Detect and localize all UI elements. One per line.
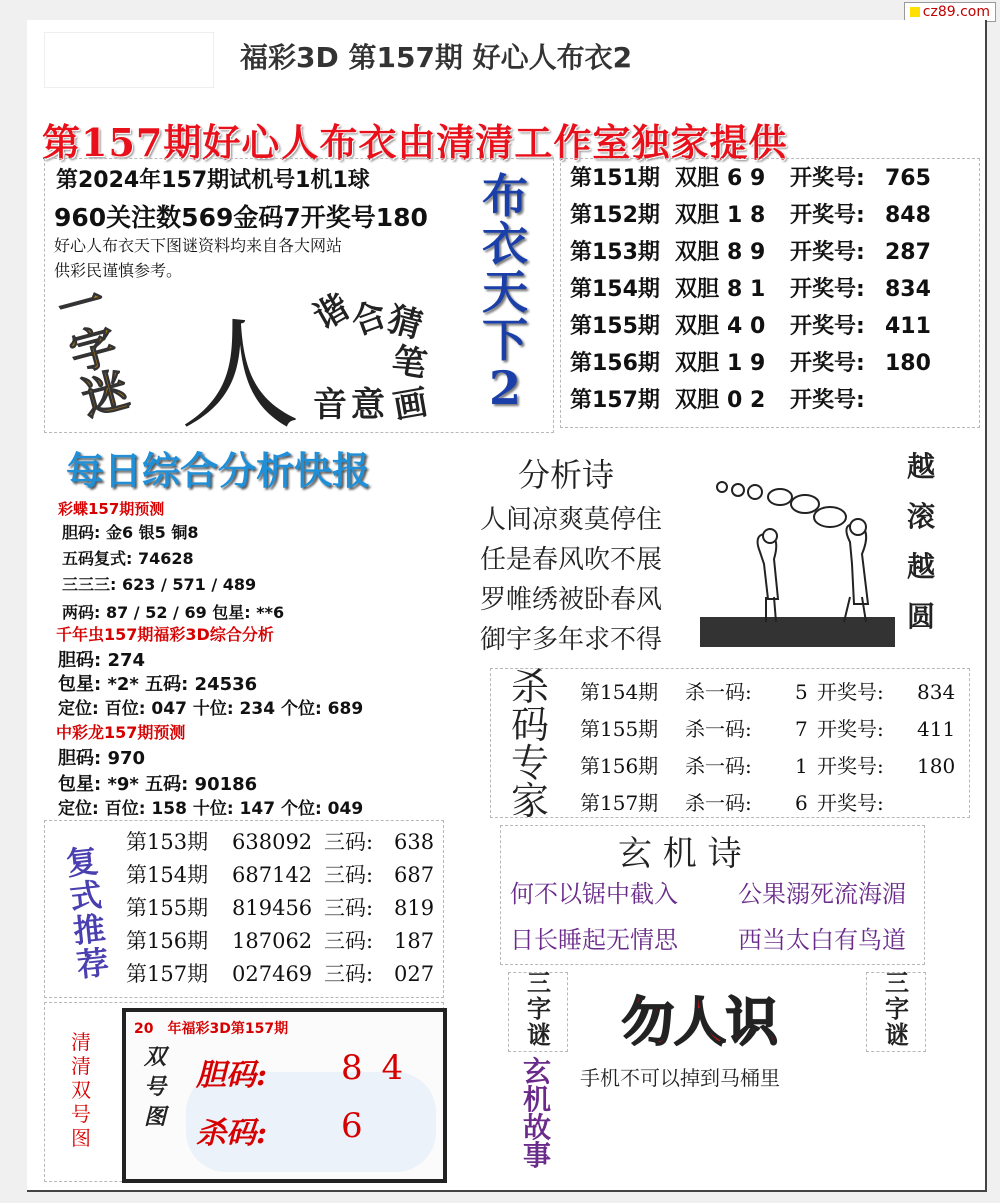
sanzi-hint: 手机不可以掉到马桶里 — [580, 1066, 780, 1090]
gall-draw: 765 — [885, 166, 931, 191]
gall-period: 第157期 — [570, 388, 660, 413]
sanzi-label-char: 谜 — [885, 1020, 909, 1049]
fushi-period: 第157期 — [126, 962, 209, 986]
list-item — [580, 711, 970, 748]
gall-period: 第155期 — [570, 314, 660, 339]
fushi-three-label: 三码: — [324, 896, 374, 920]
fushi-nums: 638092 — [232, 830, 313, 854]
fushi-label-char: 式 — [67, 875, 104, 917]
gall-draw-label: 开奖号: — [790, 240, 865, 265]
story-label-char: 玄 — [522, 1055, 551, 1088]
qingqing-sha-value: 6 — [341, 1106, 363, 1146]
kill-draw: 180 — [917, 754, 956, 778]
list-item — [570, 382, 975, 419]
poem-title: 分析诗 — [518, 456, 615, 494]
fushi-nums: 027469 — [232, 962, 313, 986]
sanzi-left-label — [514, 970, 564, 1048]
brand-char: 2 — [488, 361, 521, 415]
qingqing-chart — [122, 1008, 447, 1183]
caidie-line2: 五码复式: 74628 — [62, 549, 194, 568]
kill-label-char: 杀 — [510, 665, 549, 709]
poem-line: 罗帷绣被卧春风 — [480, 585, 663, 615]
caidie-line1: 胆码: 金6 银5 铜8 — [62, 523, 199, 542]
banner: 第157期好心人布衣由清清工作室独家提供 — [42, 120, 788, 165]
list-item — [126, 925, 446, 958]
fushi-period: 第156期 — [126, 929, 209, 953]
caption-char: 越 — [906, 550, 935, 583]
kill-period: 第154期 — [580, 680, 659, 704]
daily-title: 每日综合分析快报 — [66, 448, 371, 493]
sanzi-label-char: 三 — [527, 968, 551, 997]
intro-line1: 第2024年157期试机号1机1球 — [56, 168, 370, 193]
qingqing-label-char: 双 — [71, 1078, 91, 1102]
qingqing-label — [66, 1030, 96, 1150]
gall-draw-label: 开奖号: — [790, 277, 865, 302]
list-item — [570, 234, 975, 271]
kill-code: 5 — [795, 680, 808, 704]
caption-char: 滚 — [906, 500, 935, 533]
qingqing-dan-label: 胆码: — [196, 1058, 268, 1093]
fushi-three: 819 — [394, 896, 435, 920]
caidie-title: 彩蝶157期预测 — [58, 500, 165, 518]
caidie-line4: 两码: 87 / 52 / 69 包星: **6 — [62, 603, 285, 622]
list-item — [126, 958, 446, 991]
gall-period: 第151期 — [570, 166, 660, 191]
kill-code: 1 — [795, 754, 808, 778]
gall-digits: 4 0 — [727, 314, 766, 339]
caption-char: 越 — [906, 450, 935, 483]
kill-label — [500, 665, 560, 823]
fushi-three: 638 — [394, 830, 435, 854]
gall-digits: 0 2 — [727, 388, 766, 413]
fushi-period: 第155期 — [126, 896, 209, 920]
riddle-char: 猜 — [383, 299, 427, 347]
cartoon-svg — [700, 432, 895, 652]
caption-char: 圆 — [906, 600, 935, 633]
riddle-side-label — [46, 275, 140, 425]
kill-period: 第155期 — [580, 717, 659, 741]
poem-line: 御宇多年求不得 — [480, 625, 663, 655]
story-label — [510, 1055, 564, 1172]
riddle-char: 谐 — [307, 286, 357, 339]
brand-char: 下 — [482, 313, 528, 367]
qingqing-side-char: 号 — [143, 1074, 166, 1100]
kill-label-text: 杀一码: — [685, 680, 752, 704]
gall-period: 第154期 — [570, 277, 660, 302]
qiannian-title: 千年虫157期福彩3D综合分析 — [56, 625, 274, 644]
fushi-list — [126, 826, 446, 991]
riddle-main-char: 人 — [180, 307, 300, 446]
gall-label: 双胆 — [675, 166, 720, 191]
poem-lines — [480, 500, 662, 660]
intro-line2: 960关注数569金码7开奖号180 — [54, 203, 428, 232]
kill-draw-label: 开奖号: — [817, 680, 884, 704]
xuanji-line-1b: 公果溺死流海湄 — [738, 880, 906, 908]
list-item — [580, 748, 970, 785]
qiannian-line2: 包星: *2* 五码: 24536 — [58, 674, 258, 695]
cartoon-illustration — [700, 432, 895, 652]
kill-label-char: 码 — [510, 703, 549, 747]
sanzi-label-char: 三 — [885, 968, 909, 997]
fushi-label-char: 荐 — [74, 943, 111, 985]
qingqing-label-char: 清 — [71, 1030, 91, 1054]
sanzi-label-char: 字 — [527, 994, 551, 1023]
list-item — [580, 785, 970, 822]
kill-label-char: 家 — [510, 779, 549, 823]
gall-draw-label: 开奖号: — [790, 314, 865, 339]
fushi-period: 第154期 — [126, 863, 209, 887]
gall-draw: 411 — [885, 314, 931, 339]
sanzi-title: 勿人识 — [622, 992, 779, 1053]
qingqing-dan-value: 8 4 — [341, 1048, 408, 1088]
blank-logo-area — [44, 32, 214, 88]
fushi-label-char: 推 — [71, 909, 108, 951]
riddle-side-text: 一字迷 — [46, 275, 134, 423]
riddle-char: 画 — [390, 382, 431, 428]
gall-draw: 180 — [885, 351, 931, 376]
fushi-period: 第153期 — [126, 830, 209, 854]
gall-label: 双胆 — [675, 203, 720, 228]
fushi-nums: 687142 — [232, 863, 313, 887]
zhongcai-line2: 包星: *9* 五码: 90186 — [58, 774, 258, 795]
sanzi-right-label — [872, 970, 922, 1048]
riddle-char: 音 — [313, 385, 347, 425]
xuanji-title: 玄 机 诗 — [618, 834, 742, 874]
list-item — [570, 160, 975, 197]
zhongcai-title: 中彩龙157期预测 — [56, 723, 186, 742]
gall-draw-label: 开奖号: — [790, 203, 865, 228]
gall-period: 第156期 — [570, 351, 660, 376]
qingqing-header: 20 年福彩3D第157期 — [134, 1021, 289, 1037]
kill-label-text: 杀一码: — [685, 717, 752, 741]
double-gall-list — [570, 160, 975, 419]
list-item — [580, 674, 970, 711]
gall-label: 双胆 — [675, 388, 720, 413]
qiannian-line1: 胆码: 274 — [58, 650, 146, 671]
kill-code: 7 — [795, 717, 808, 741]
gall-digits: 6 9 — [727, 166, 766, 191]
gall-draw: 287 — [885, 240, 931, 265]
gall-label: 双胆 — [675, 277, 720, 302]
sanzi-label-char: 谜 — [527, 1020, 551, 1049]
gall-label: 双胆 — [675, 314, 720, 339]
kill-label-text: 杀一码: — [685, 791, 752, 815]
kill-label-text: 杀一码: — [685, 754, 752, 778]
kill-draw-label: 开奖号: — [817, 791, 884, 815]
riddle-char: 意 — [351, 385, 385, 425]
gall-digits: 1 8 — [727, 203, 766, 228]
gall-draw-label: 开奖号: — [790, 351, 865, 376]
riddle-char: 笔 — [389, 340, 430, 386]
zhongcai-line1: 胆码: 970 — [58, 748, 146, 769]
gall-draw: 848 — [885, 203, 931, 228]
list-item — [126, 826, 446, 859]
gall-label: 双胆 — [675, 240, 720, 265]
list-item — [570, 308, 975, 345]
gall-draw-label: 开奖号: — [790, 166, 865, 191]
kill-draw: 834 — [917, 680, 956, 704]
kill-period: 第156期 — [580, 754, 659, 778]
qingqing-sha-label: 杀码: — [196, 1116, 268, 1151]
fushi-three: 027 — [394, 962, 435, 986]
qingqing-side-char: 图 — [143, 1104, 166, 1130]
fushi-nums: 187062 — [232, 929, 313, 953]
xuanji-line-1a: 何不以锯中截入 — [510, 880, 678, 908]
story-label-char: 故 — [522, 1111, 551, 1144]
kill-period: 第157期 — [580, 791, 659, 815]
qingqing-label-char: 清 — [71, 1054, 91, 1078]
brand-vertical — [470, 169, 540, 415]
kill-list — [580, 674, 970, 822]
gall-digits: 8 1 — [727, 277, 766, 302]
fushi-label-char: 复 — [64, 841, 101, 883]
xuanji-line-2b: 西当太白有鸟道 — [738, 926, 906, 954]
list-item — [570, 197, 975, 234]
watermark-text: cz89.com — [922, 4, 990, 20]
fushi-three-label: 三码: — [324, 863, 374, 887]
gall-digits: 1 9 — [727, 351, 766, 376]
riddle-char: 合 — [346, 294, 393, 344]
kill-draw-label: 开奖号: — [817, 717, 884, 741]
fushi-three-label: 三码: — [324, 929, 374, 953]
fushi-three: 187 — [394, 929, 435, 953]
list-item — [570, 271, 975, 308]
fushi-three: 687 — [394, 863, 435, 887]
gall-draw: 834 — [885, 277, 931, 302]
kill-label-char: 专 — [510, 741, 549, 785]
gall-digits: 8 9 — [727, 240, 766, 265]
intro-line4: 供彩民谨慎参考。 — [54, 261, 183, 280]
sanzi-label-char: 字 — [885, 994, 909, 1023]
caidie-line3: 三三三: 623 / 571 / 489 — [62, 575, 257, 594]
poem-line: 人间凉爽莫停住 — [480, 505, 663, 535]
qingqing-label-char: 号 — [71, 1102, 91, 1126]
list-item — [126, 892, 446, 925]
qingqing-label-char: 图 — [71, 1126, 91, 1150]
cartoon-caption — [905, 442, 937, 642]
brand-char: 衣 — [482, 217, 528, 271]
site-watermark[interactable] — [904, 2, 996, 22]
page-title: 福彩3D 第157期 好心人布衣2 — [240, 41, 633, 74]
kill-draw: 411 — [917, 717, 956, 741]
watermark-square-icon — [910, 7, 920, 17]
list-item — [126, 859, 446, 892]
qingqing-side — [140, 1042, 170, 1132]
fushi-three-label: 三码: — [324, 962, 374, 986]
list-item — [570, 345, 975, 382]
poem-line: 任是春风吹不展 — [480, 545, 663, 575]
kill-draw-label: 开奖号: — [817, 754, 884, 778]
brand-char: 天 — [482, 265, 528, 319]
intro-line3: 好心人布衣天下图谜资料均来自各大网站 — [54, 236, 343, 255]
xuanji-line-2a: 日长睡起无情思 — [510, 926, 678, 954]
brand-char: 布 — [482, 169, 528, 223]
kill-code: 6 — [795, 791, 808, 815]
story-label-char: 事 — [522, 1139, 551, 1172]
gall-period: 第153期 — [570, 240, 660, 265]
fushi-three-label: 三码: — [324, 830, 374, 854]
fushi-nums: 819456 — [232, 896, 313, 920]
story-label-char: 机 — [522, 1083, 551, 1116]
gall-period: 第152期 — [570, 203, 660, 228]
gall-label: 双胆 — [675, 351, 720, 376]
qingqing-side-char: 双 — [143, 1044, 166, 1070]
zhongcai-line3: 定位: 百位: 158 十位: 147 个位: 049 — [58, 799, 364, 819]
riddle-right-chars — [305, 285, 435, 430]
qiannian-line3: 定位: 百位: 047 十位: 234 个位: 689 — [58, 699, 364, 719]
gall-draw-label: 开奖号: — [790, 388, 865, 413]
